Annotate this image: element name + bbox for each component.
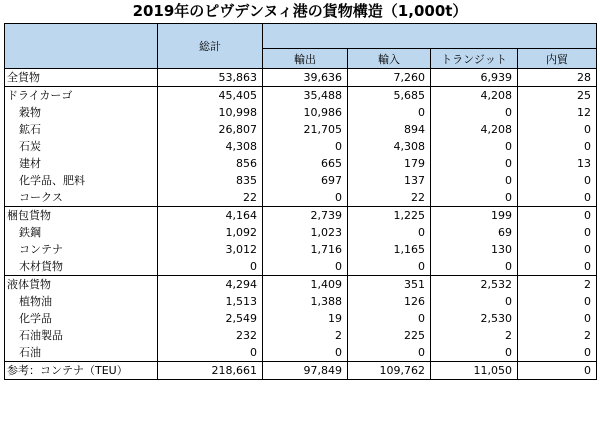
table-row [5,241,597,258]
cell-domestic: 12 [518,104,597,121]
cell-total: 53,863 [158,69,263,87]
row-label: 全貨物 [5,69,158,87]
cell-total: 45,405 [158,87,263,105]
table-row [5,224,597,241]
cell-total: 232 [158,327,263,344]
cell-transit: 2 [431,327,518,344]
cell-import: 109,762 [348,362,431,380]
cell-transit: 69 [431,224,518,241]
cell-domestic: 0 [518,172,597,189]
table-row [5,207,597,225]
cell-transit: 4,208 [431,87,518,105]
table-row [5,121,597,138]
cell-import: 126 [348,293,431,310]
row-label: 化学品 [5,310,158,327]
cell-transit: 0 [431,189,518,207]
table-row [5,155,597,172]
row-label: 植物油 [5,293,158,310]
header-total: 総計 [158,24,263,69]
cell-export: 697 [263,172,348,189]
cell-total: 4,164 [158,207,263,225]
header-import: 輸入 [348,49,431,69]
cell-export: 0 [263,258,348,276]
cell-total: 1,513 [158,293,263,310]
cell-domestic: 28 [518,69,597,87]
table-row [5,344,597,362]
cell-domestic: 2 [518,327,597,344]
cell-transit: 0 [431,138,518,155]
cell-export: 21,705 [263,121,348,138]
cell-transit: 199 [431,207,518,225]
cell-import: 1,225 [348,207,431,225]
cell-transit: 0 [431,258,518,276]
cell-export: 1,023 [263,224,348,241]
cell-export: 10,986 [263,104,348,121]
cell-export: 97,849 [263,362,348,380]
page-title: 2019年のピヴデンヌィ港の貨物構造（1,000t） [132,2,468,20]
table-row [5,69,597,87]
cell-export: 665 [263,155,348,172]
cell-domestic: 13 [518,155,597,172]
cell-total: 4,294 [158,276,263,294]
cell-domestic: 0 [518,362,597,380]
cell-export: 39,636 [263,69,348,87]
cell-total: 22 [158,189,263,207]
table-row [5,362,597,380]
cell-transit: 0 [431,104,518,121]
cell-domestic: 0 [518,258,597,276]
cell-domestic: 0 [518,293,597,310]
cell-import: 0 [348,224,431,241]
header-export: 輸出 [263,49,348,69]
cell-export: 0 [263,344,348,362]
row-label: 建材 [5,155,158,172]
table-row [5,138,597,155]
cell-import: 0 [348,104,431,121]
cell-import: 5,685 [348,87,431,105]
cell-import: 225 [348,327,431,344]
cell-total: 4,308 [158,138,263,155]
cell-transit: 130 [431,241,518,258]
row-label: 参考：コンテナ（TEU） [5,362,158,380]
table-row [5,172,597,189]
cell-import: 1,165 [348,241,431,258]
row-label: 鉱石 [5,121,158,138]
header-blank [5,24,158,69]
row-label: 石油製品 [5,327,158,344]
cell-import: 0 [348,258,431,276]
cell-export: 35,488 [263,87,348,105]
row-label: ドライカーゴ [5,87,158,105]
table-row [5,276,597,294]
table-row [5,189,597,207]
cell-import: 137 [348,172,431,189]
cell-domestic: 2 [518,276,597,294]
row-label: 化学品、肥料 [5,172,158,189]
cell-total: 218,661 [158,362,263,380]
row-label: コークス [5,189,158,207]
cell-domestic: 25 [518,87,597,105]
cell-export: 1,716 [263,241,348,258]
table-row [5,87,597,105]
cell-import: 7,260 [348,69,431,87]
cell-export: 19 [263,310,348,327]
cell-import: 179 [348,155,431,172]
row-label: 石炭 [5,138,158,155]
header-transit: トランジット [431,49,518,69]
row-label: 石油 [5,344,158,362]
cell-import: 4,308 [348,138,431,155]
cell-total: 10,998 [158,104,263,121]
cell-transit: 0 [431,293,518,310]
cell-import: 22 [348,189,431,207]
cell-export: 1,409 [263,276,348,294]
cell-total: 1,092 [158,224,263,241]
cell-domestic: 0 [518,189,597,207]
cargo-table [4,23,597,380]
cell-transit: 0 [431,172,518,189]
cell-domestic: 0 [518,224,597,241]
cell-transit: 2,530 [431,310,518,327]
header-group-blank [263,24,597,49]
cell-domestic: 0 [518,207,597,225]
cell-domestic: 0 [518,138,597,155]
cell-transit: 6,939 [431,69,518,87]
cell-transit: 0 [431,344,518,362]
cell-domestic: 0 [518,241,597,258]
cell-domestic: 0 [518,310,597,327]
table-row [5,310,597,327]
cell-domestic: 0 [518,121,597,138]
cell-total: 856 [158,155,263,172]
cell-transit: 2,532 [431,276,518,294]
cell-total: 0 [158,258,263,276]
cell-total: 2,549 [158,310,263,327]
cell-import: 351 [348,276,431,294]
cell-total: 26,807 [158,121,263,138]
table-row [5,258,597,276]
table-row [5,104,597,121]
table-row [5,293,597,310]
row-label: 液体貨物 [5,276,158,294]
row-label: 梱包貨物 [5,207,158,225]
cell-export: 0 [263,189,348,207]
cell-total: 0 [158,344,263,362]
cell-total: 835 [158,172,263,189]
cell-export: 1,388 [263,293,348,310]
row-label: 穀物 [5,104,158,121]
cell-transit: 0 [431,155,518,172]
cell-transit: 11,050 [431,362,518,380]
header-domestic: 内貿 [518,49,597,69]
cell-domestic: 0 [518,344,597,362]
cell-transit: 4,208 [431,121,518,138]
row-label: 鉄鋼 [5,224,158,241]
cell-export: 2,739 [263,207,348,225]
cell-total: 3,012 [158,241,263,258]
table-body [5,69,597,380]
cell-export: 0 [263,138,348,155]
cell-export: 2 [263,327,348,344]
cell-import: 0 [348,344,431,362]
table-row [5,327,597,344]
cell-import: 0 [348,310,431,327]
row-label: 木材貨物 [5,258,158,276]
row-label: コンテナ [5,241,158,258]
cell-import: 894 [348,121,431,138]
